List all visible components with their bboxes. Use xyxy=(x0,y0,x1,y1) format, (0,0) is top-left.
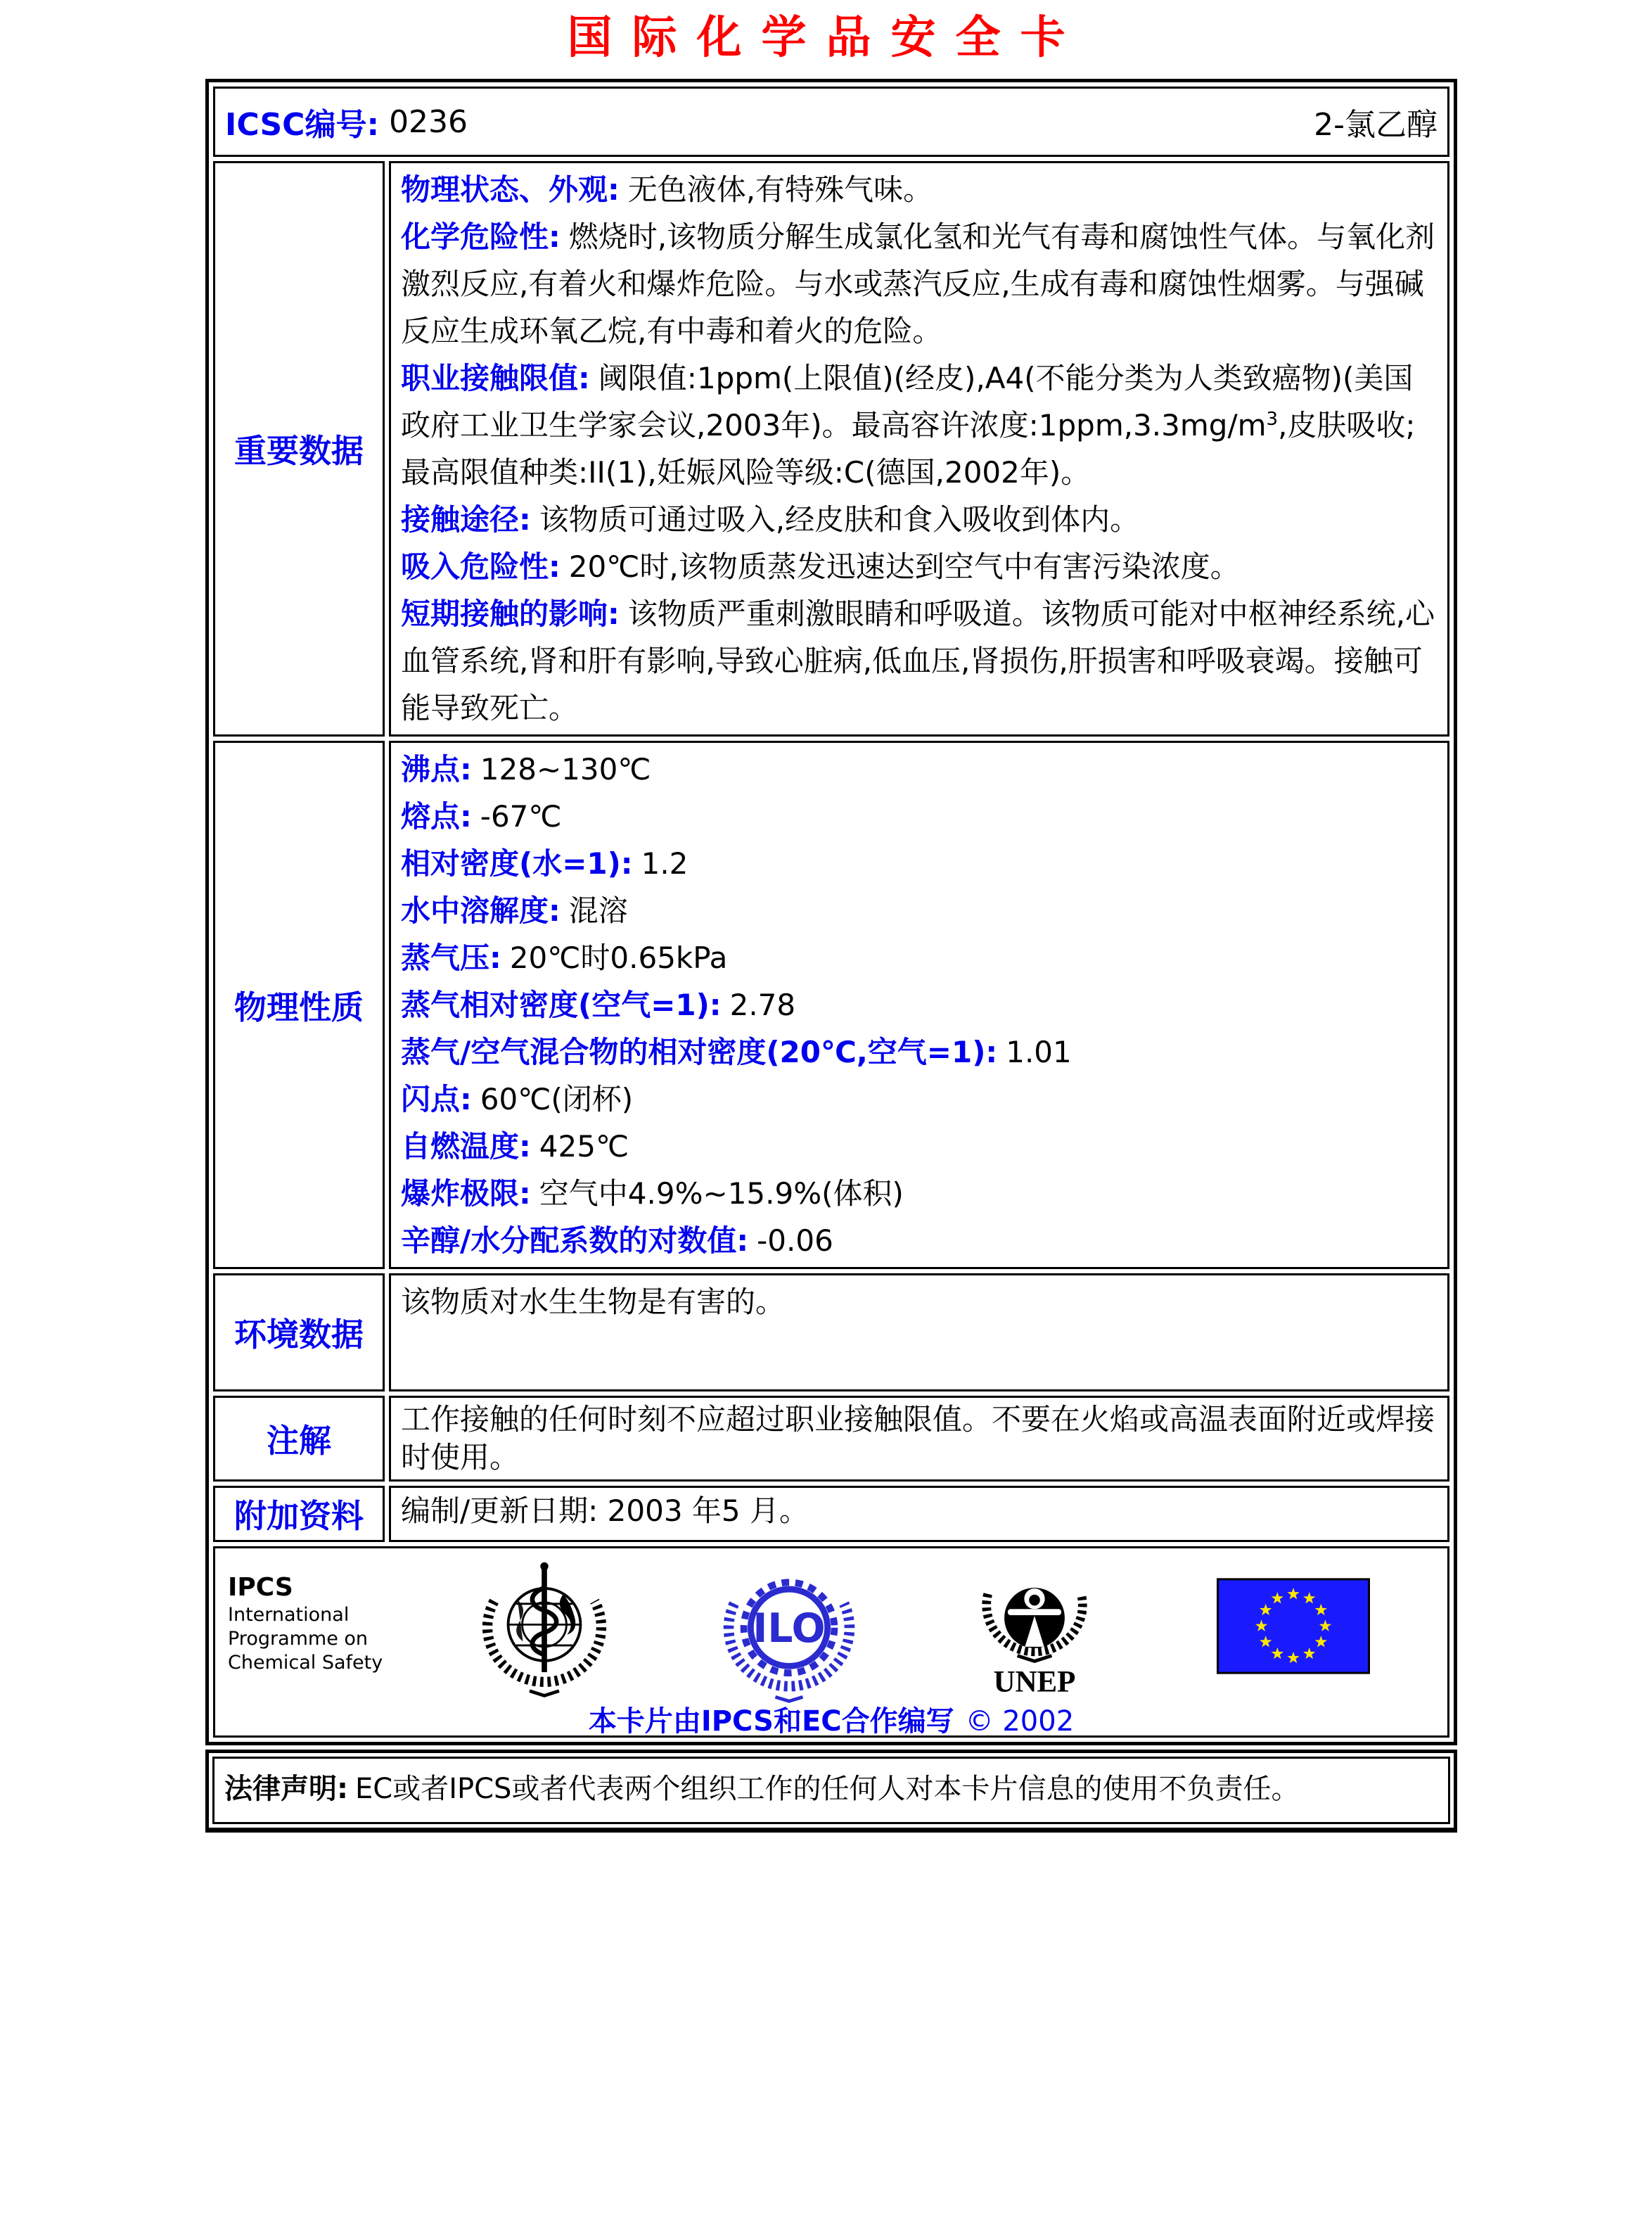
physical-property-item xyxy=(401,1123,1438,1170)
field-value: 20℃时0.65kPa xyxy=(509,941,728,975)
physical-property-item xyxy=(401,793,1438,840)
ipcs-subtitle-line: International xyxy=(228,1604,350,1626)
field-value: 该物质严重刺激眼睛和呼吸道。该物质可能对中枢神经系统,心血管系统,肾和肝有影响,导致心脏病,低血压,肾损伤,肝损害和呼吸衰竭。接触可能导致死亡。 xyxy=(401,597,1435,725)
field-term: 相对密度(水=1): xyxy=(401,846,633,881)
row-additional-info xyxy=(213,1486,1449,1542)
copyright-text: © 2002 xyxy=(965,1705,1075,1738)
field-term: 蒸气压: xyxy=(401,941,501,975)
safety-card-table xyxy=(205,79,1457,1745)
field-value: -67℃ xyxy=(480,799,562,834)
who-emblem-icon xyxy=(475,1560,613,1700)
caption-text: 本卡片由IPCS和EC合作编写 xyxy=(588,1705,954,1738)
important-data-content xyxy=(389,161,1449,737)
field-value: 425℃ xyxy=(539,1129,629,1164)
field-value: 空气中4.9%~15.9%(体积) xyxy=(539,1176,904,1211)
important-data-item xyxy=(401,496,1438,543)
ilo-monogram: ILO xyxy=(753,1605,826,1652)
important-data-item xyxy=(401,166,1438,213)
icsc-number-label: ICSC编号: xyxy=(225,107,380,143)
field-value: 该物质可通过吸入,经皮肤和食入吸收到体内。 xyxy=(539,502,1140,537)
ipcs-title: IPCS xyxy=(228,1573,293,1602)
field-value: 阈限值:1ppm(上限值)(经皮),A4(不能分类为人类致癌物)(美国政府工业卫生学家会议,2003年)。最高容许浓度:1ppm,3.3mg/m xyxy=(401,361,1414,442)
physical-property-item xyxy=(401,981,1438,1028)
additional-info-content: 编制/更新日期: 2003 年5 月。 xyxy=(389,1486,1449,1542)
physical-property-item xyxy=(401,840,1438,887)
field-term: 蒸气/空气混合物的相对密度(20℃,空气=1): xyxy=(401,1035,998,1069)
page-title: 国际化学品安全卡 xyxy=(567,12,1085,64)
icsc-page xyxy=(0,4,1652,2223)
physical-property-item xyxy=(401,1170,1438,1217)
field-term: 短期接触的影响: xyxy=(401,597,620,631)
header-row xyxy=(213,87,1449,157)
legal-notice-table xyxy=(205,1750,1457,1833)
field-term: 水中溶解度: xyxy=(401,893,561,928)
row-notes xyxy=(213,1396,1449,1482)
physical-property-item xyxy=(401,1028,1438,1076)
unep-emblem-icon xyxy=(975,1560,1094,1700)
icsc-number-value: 0236 xyxy=(389,103,468,140)
field-value: 1.2 xyxy=(641,846,689,881)
header-cell xyxy=(213,87,1449,157)
row-important-data xyxy=(213,161,1449,737)
field-term: 化学危险性: xyxy=(401,219,561,254)
field-value: 2.78 xyxy=(729,988,796,1022)
section-label-additional-info: 附加资料 xyxy=(213,1486,385,1542)
legal-notice-text: EC或者IPCS或者代表两个组织工作的任何人对本卡片信息的使用不负责任。 xyxy=(355,1773,1300,1805)
field-term: 沸点: xyxy=(401,752,472,786)
field-term: 爆炸极限: xyxy=(401,1176,531,1211)
row-legal-notice xyxy=(212,1757,1450,1824)
important-data-item xyxy=(401,213,1438,355)
field-value: 燃烧时,该物质分解生成氯化氢和光气有毒和腐蚀性气体。与氧化剂激烈反应,有着火和爆炸危险。与水或蒸汽反应,生成有毒和腐蚀性烟雾。与强碱反应生成环氧乙烷,有中毒和着火的危险。 xyxy=(401,219,1435,348)
physical-property-item xyxy=(401,1076,1438,1123)
important-data-item xyxy=(401,355,1438,496)
section-label-important-data: 重要数据 xyxy=(213,161,385,737)
physical-property-item xyxy=(401,934,1438,981)
row-environmental-data xyxy=(213,1273,1449,1391)
field-value-cont: ,皮肤吸收;最高限值种类:II(1),妊娠风险等级:C(德国,2002年)。 xyxy=(401,408,1416,490)
legal-notice-label: 法律声明: xyxy=(224,1773,348,1805)
ipcs-subtitle-line: Chemical Safety xyxy=(228,1652,383,1674)
physical-property-item xyxy=(401,887,1438,934)
field-term: 熔点: xyxy=(401,799,472,834)
important-data-item xyxy=(401,590,1438,732)
section-label-physical-properties: 物理性质 xyxy=(213,741,385,1269)
field-term: 辛醇/水分配系数的对数值: xyxy=(401,1223,749,1258)
section-label-notes: 注解 xyxy=(213,1396,385,1482)
field-value: 混溶 xyxy=(568,893,628,928)
important-data-item xyxy=(401,543,1438,590)
field-value: 20℃时,该物质蒸发迅速达到空气中有害污染浓度。 xyxy=(568,549,1240,584)
environmental-data-content: 该物质对水生生物是有害的。 xyxy=(389,1273,1449,1391)
chemical-name: 2-氯乙醇 xyxy=(1314,107,1438,143)
ipcs-wordmark xyxy=(228,1572,383,1675)
field-term: 自燃温度: xyxy=(401,1129,531,1164)
physical-property-item xyxy=(401,746,1438,793)
eu-flag-icon xyxy=(1217,1578,1370,1674)
row-logos xyxy=(213,1546,1449,1738)
row-physical-properties xyxy=(213,741,1449,1269)
field-term: 蒸气相对密度(空气=1): xyxy=(401,988,722,1022)
field-term: 职业接触限值: xyxy=(401,361,590,395)
field-value: 60℃(闭杯) xyxy=(480,1082,634,1116)
cooperation-caption xyxy=(215,1699,1447,1739)
notes-content: 工作接触的任何时刻不应超过职业接触限值。不要在火焰或高温表面附近或焊接时使用。 xyxy=(389,1396,1449,1482)
field-term: 吸入危险性: xyxy=(401,549,561,584)
field-term: 接触途径: xyxy=(401,502,531,537)
field-term: 闪点: xyxy=(401,1082,472,1116)
field-value: 1.01 xyxy=(1006,1035,1072,1069)
unep-label: UNEP xyxy=(993,1665,1076,1699)
logos-cell xyxy=(213,1546,1449,1738)
legal-notice-cell xyxy=(212,1757,1450,1824)
field-term: 物理状态、外观: xyxy=(401,172,620,207)
physical-property-item xyxy=(401,1217,1438,1264)
field-value: 128~130℃ xyxy=(480,752,651,786)
physical-properties-content xyxy=(389,741,1449,1269)
field-value: -0.06 xyxy=(757,1223,833,1258)
ipcs-subtitle-line: Programme on xyxy=(228,1628,369,1650)
field-value: 无色液体,有特殊气味。 xyxy=(627,172,933,207)
superscript: 3 xyxy=(1266,409,1279,430)
section-label-environmental-data: 环境数据 xyxy=(213,1273,385,1391)
ilo-emblem-icon xyxy=(720,1562,858,1707)
